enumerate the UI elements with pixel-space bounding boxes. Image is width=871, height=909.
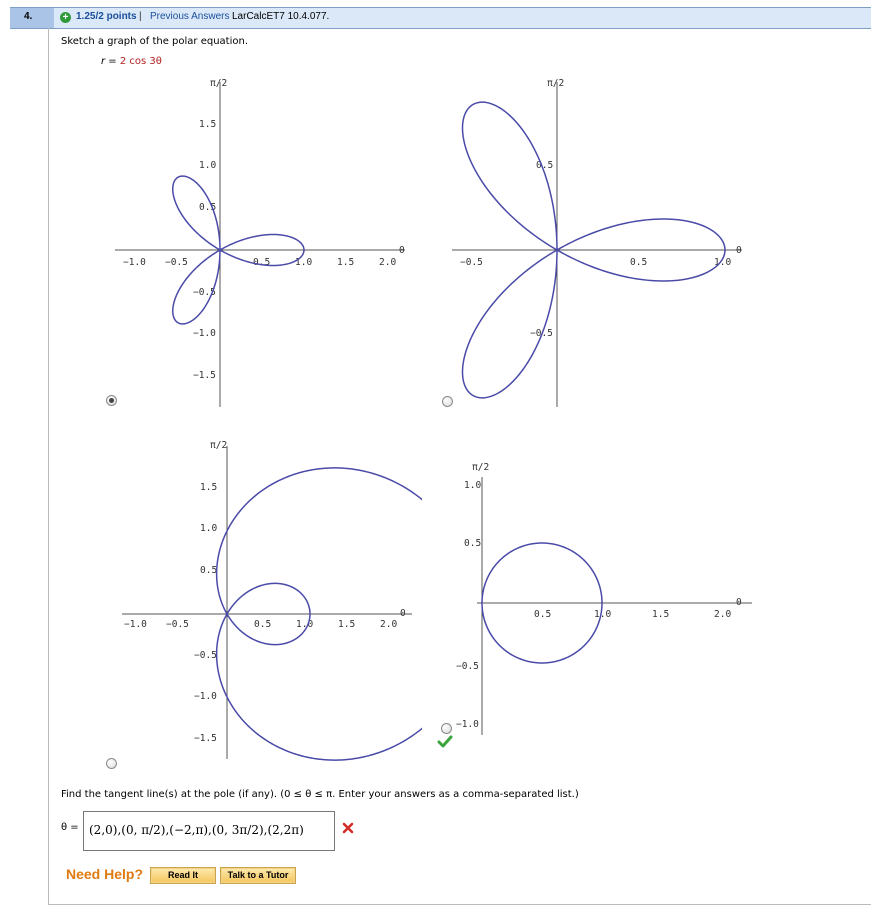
xtick-3: −1.0 [124,619,147,630]
theta-label-4: π/2 [472,462,490,473]
xtick-4: 0.5 [534,609,552,620]
zero-label-4: 0 [736,597,742,608]
theta-label: θ = [61,822,79,833]
ytick-4: −0.5 [456,661,479,672]
ytick-3: 0.5 [200,565,218,576]
ytick-1: −1.5 [193,370,216,381]
xtick-1: −1.0 [123,257,146,268]
ytick-1: 0.5 [199,202,217,213]
zero-label-2: 0 [736,245,742,256]
zero-label-3: 0 [400,608,406,619]
question-header-content [54,8,871,28]
xtick-1: 2.0 [379,257,397,268]
talk-to-tutor-button[interactable]: Talk to a Tutor [220,867,296,884]
xtick-3: 1.5 [338,619,356,630]
header-separator: | [139,11,142,22]
previous-answers-link[interactable]: Previous Answers [150,11,230,22]
xtick-3: 0.5 [254,619,272,630]
graph-option-4 [452,457,762,747]
xtick-4: 2.0 [714,609,732,620]
tangent-prompt: Find the tangent line(s) at the pole (if any). (0 ≤ θ ≤ π. Enter your answers as a comma-separated list.) [61,789,579,800]
xtick-4: 1.5 [652,609,670,620]
correct-check-icon [437,733,453,749]
graph-option-3 [112,434,422,764]
xtick-3: 2.0 [380,619,398,630]
xtick-3: 1.0 [296,619,314,630]
xtick-1: 1.0 [295,257,313,268]
xtick-2: 0.5 [630,257,648,268]
theta-label-1: π/2 [210,78,228,89]
ytick-3: −0.5 [194,650,217,661]
question-prompt: Sketch a graph of the polar equation. [61,36,248,47]
ytick-4: 0.5 [464,538,482,549]
ytick-2: 0.5 [536,160,554,171]
theta-label-2: π/2 [547,78,565,89]
ytick-3: −1.0 [194,691,217,702]
need-help-label: Need Help? [66,866,144,882]
graph-option-1 [105,72,415,412]
ytick-1: 1.0 [199,160,217,171]
xtick-1: 1.5 [337,257,355,268]
ytick-1: −0.5 [193,287,216,298]
xtick-4: 1.0 [594,609,612,620]
equation-lhs: r = [101,56,117,67]
polar-equation [101,56,162,67]
tangent-answer-value: (2,0),(0, π/2),(−2,π),(0, 3π/2),(2,2π) [89,823,304,837]
tangent-answer-input[interactable] [83,811,335,851]
radio-option-2[interactable] [442,396,453,407]
ytick-3: −1.5 [194,733,217,744]
points-score: 1.25/2 points [76,11,137,22]
theta-label-3: π/2 [210,440,228,451]
ytick-4: −1.0 [456,719,479,730]
incorrect-x-icon [342,822,354,834]
question-header [10,7,871,29]
xtick-2: −0.5 [460,257,483,268]
question-source: LarCalcET7 10.4.077. [232,11,330,22]
ytick-3: 1.0 [200,523,218,534]
ytick-4: 1.0 [464,480,482,491]
question-number: 4. [24,11,33,22]
ytick-2: −0.5 [530,328,553,339]
expand-plus-icon[interactable]: + [60,12,71,23]
ytick-3: 1.5 [200,482,218,493]
xtick-1: 0.5 [253,257,271,268]
xtick-1: −0.5 [165,257,188,268]
radio-option-1[interactable] [106,395,117,406]
radio-option-3[interactable] [106,758,117,769]
xtick-3: −0.5 [166,619,189,630]
equation-rhs: 2 cos 3θ [119,56,162,67]
zero-label-1: 0 [399,245,405,256]
xtick-2: 1.0 [714,257,732,268]
read-it-button[interactable]: Read It [150,867,216,884]
graph-option-2 [442,72,752,412]
ytick-1: −1.0 [193,328,216,339]
ytick-1: 1.5 [199,119,217,130]
